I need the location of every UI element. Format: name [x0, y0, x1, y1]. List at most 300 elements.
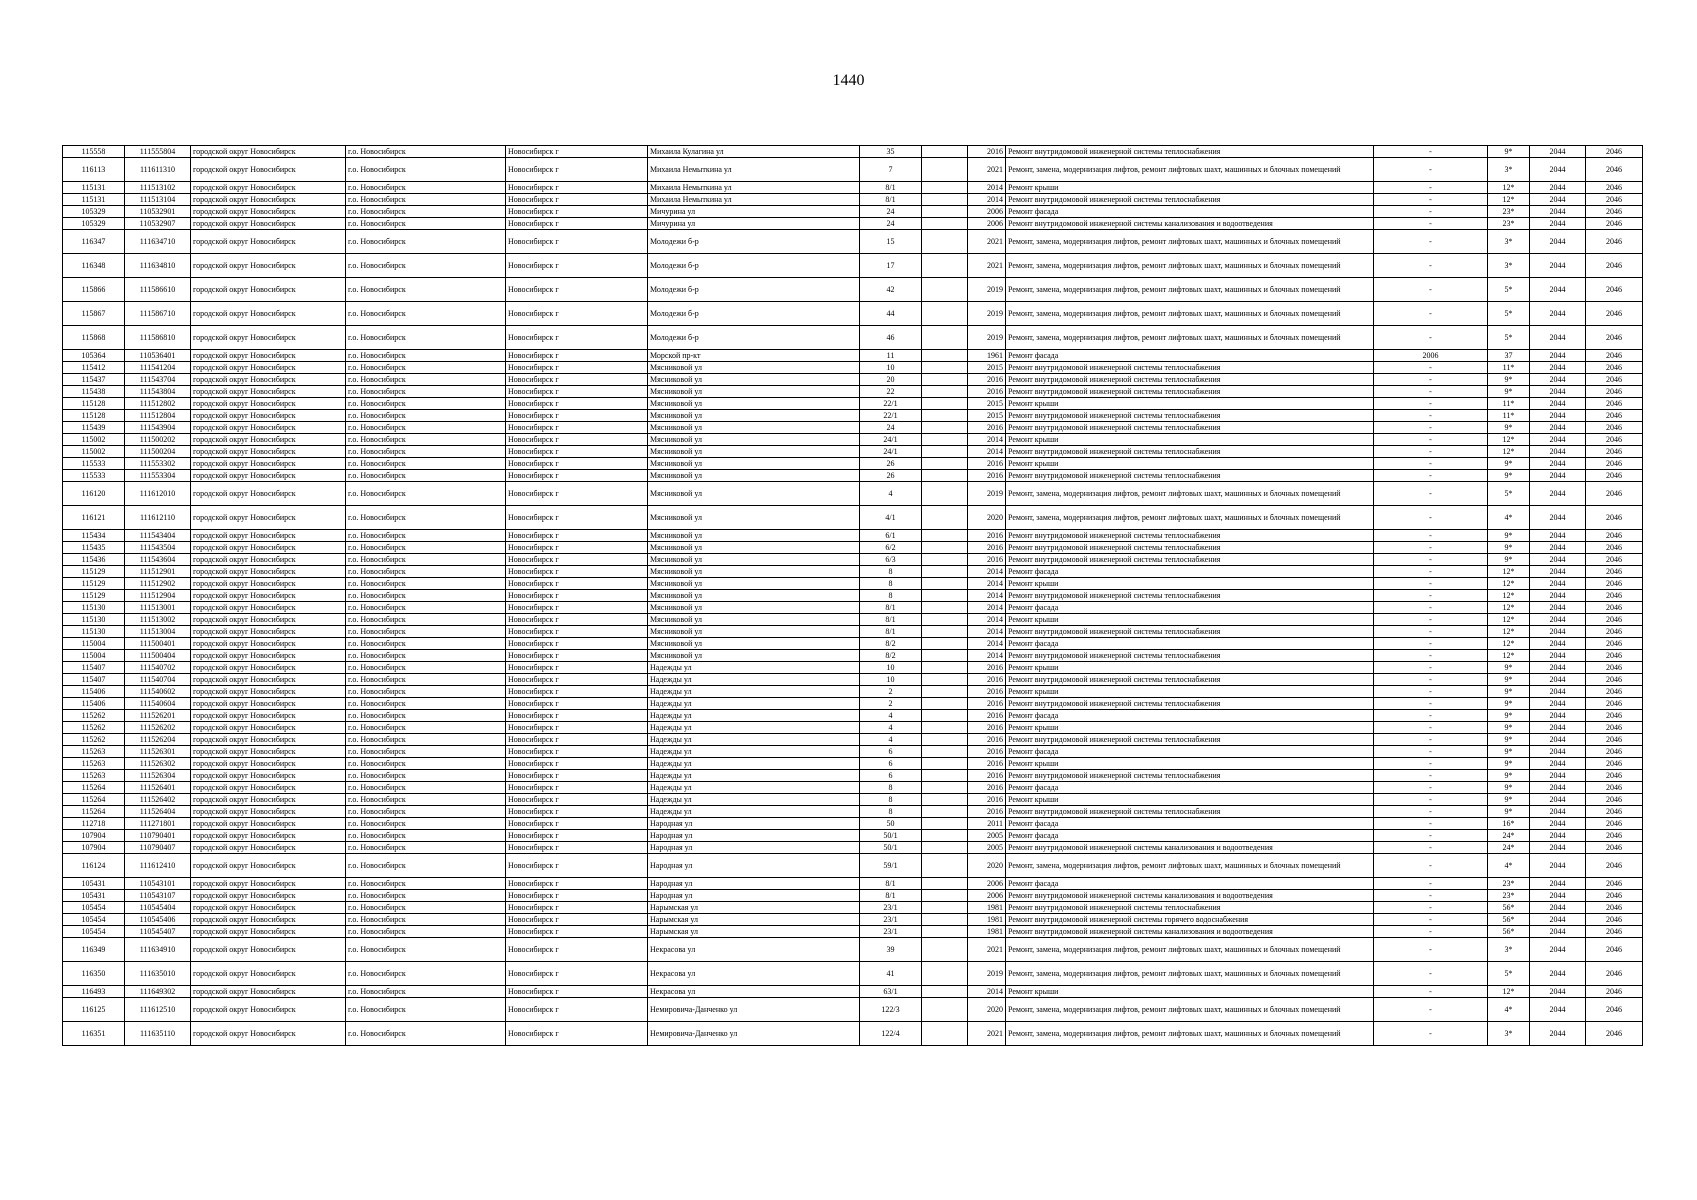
cell-plan-end-year: 2046 [1586, 362, 1643, 374]
cell-record-id: 105329 [63, 206, 125, 218]
cell-municipality: г.о. Новосибирск [346, 770, 506, 782]
cell-work-type: Ремонт, замена, модернизация лифтов, ремонт лифтовых шахт, машинных и блочных помещений [1006, 854, 1374, 878]
cell-plan-start-year: 2044 [1530, 206, 1586, 218]
cell-plan-end-year: 2046 [1586, 830, 1643, 842]
cell-plan-end-year: 2046 [1586, 254, 1643, 278]
cell-last-repair-year: - [1374, 770, 1488, 782]
cell-building [922, 218, 968, 230]
cell-wear-percent: 12* [1488, 986, 1530, 998]
cell-plan-end-year: 2046 [1586, 326, 1643, 350]
table-row [63, 938, 1643, 962]
cell-commissioning-year: 2021 [968, 230, 1006, 254]
cell-settlement: Новосибирск г [506, 446, 648, 458]
cell-settlement: Новосибирск г [506, 686, 648, 698]
cell-building [922, 914, 968, 926]
cell-work-type: Ремонт внутридомовой инженерной системы теплоснабжения [1006, 410, 1374, 422]
cell-wear-percent: 9* [1488, 542, 1530, 554]
cell-commissioning-year: 2005 [968, 830, 1006, 842]
cell-municipal-district: городской округ Новосибирск [191, 746, 346, 758]
cell-settlement: Новосибирск г [506, 698, 648, 710]
cell-work-type: Ремонт, замена, модернизация лифтов, ремонт лифтовых шахт, машинных и блочных помещений [1006, 998, 1374, 1022]
cell-commissioning-year: 2019 [968, 482, 1006, 506]
cell-record-id: 115264 [63, 794, 125, 806]
cell-municipality: г.о. Новосибирск [346, 578, 506, 590]
cell-record-id: 116113 [63, 158, 125, 182]
cell-street: Народная ул [648, 830, 860, 842]
cell-work-type: Ремонт внутридомовой инженерной системы теплоснабжения [1006, 902, 1374, 914]
cell-object-code: 111513104 [125, 194, 191, 206]
cell-municipal-district: городской округ Новосибирск [191, 326, 346, 350]
cell-building [922, 650, 968, 662]
cell-record-id: 115434 [63, 530, 125, 542]
cell-commissioning-year: 2006 [968, 878, 1006, 890]
cell-commissioning-year: 2020 [968, 506, 1006, 530]
cell-last-repair-year: - [1374, 506, 1488, 530]
cell-last-repair-year: - [1374, 758, 1488, 770]
cell-record-id: 105454 [63, 914, 125, 926]
cell-street: Михаила Немыткина ул [648, 158, 860, 182]
cell-settlement: Новосибирск г [506, 626, 648, 638]
cell-record-id: 115002 [63, 446, 125, 458]
cell-municipal-district: городской округ Новосибирск [191, 782, 346, 794]
cell-work-type: Ремонт внутридомовой инженерной системы теплоснабжения [1006, 446, 1374, 458]
cell-last-repair-year: - [1374, 578, 1488, 590]
cell-commissioning-year: 2015 [968, 362, 1006, 374]
cell-last-repair-year: - [1374, 914, 1488, 926]
cell-building [922, 758, 968, 770]
cell-building [922, 422, 968, 434]
cell-municipal-district: городской округ Новосибирск [191, 218, 346, 230]
cell-work-type: Ремонт, замена, модернизация лифтов, ремонт лифтовых шахт, машинных и блочных помещений [1006, 1022, 1374, 1046]
cell-settlement: Новосибирск г [506, 962, 648, 986]
cell-street: Некрасова ул [648, 986, 860, 998]
cell-municipal-district: городской округ Новосибирск [191, 710, 346, 722]
cell-settlement: Новосибирск г [506, 602, 648, 614]
cell-street: Мясниковой ул [648, 434, 860, 446]
cell-commissioning-year: 2016 [968, 530, 1006, 542]
cell-house-number: 122/4 [860, 1022, 922, 1046]
cell-street: Нарымская ул [648, 902, 860, 914]
cell-work-type: Ремонт, замена, модернизация лифтов, ремонт лифтовых шахт, машинных и блочных помещений [1006, 230, 1374, 254]
cell-record-id: 115130 [63, 602, 125, 614]
cell-house-number: 8/1 [860, 626, 922, 638]
cell-plan-start-year: 2044 [1530, 158, 1586, 182]
cell-last-repair-year: - [1374, 818, 1488, 830]
cell-building [922, 746, 968, 758]
cell-settlement: Новосибирск г [506, 386, 648, 398]
cell-commissioning-year: 2016 [968, 470, 1006, 482]
cell-street: Мясниковой ул [648, 386, 860, 398]
cell-municipality: г.о. Новосибирск [346, 362, 506, 374]
cell-work-type: Ремонт крыши [1006, 398, 1374, 410]
cell-wear-percent: 9* [1488, 710, 1530, 722]
cell-municipal-district: городской округ Новосибирск [191, 506, 346, 530]
cell-building [922, 662, 968, 674]
cell-municipal-district: городской округ Новосибирск [191, 182, 346, 194]
cell-object-code: 111513001 [125, 602, 191, 614]
cell-record-id: 115407 [63, 674, 125, 686]
cell-settlement: Новосибирск г [506, 722, 648, 734]
cell-commissioning-year: 2016 [968, 422, 1006, 434]
cell-municipal-district: городской округ Новосибирск [191, 830, 346, 842]
cell-record-id: 105364 [63, 350, 125, 362]
cell-plan-end-year: 2046 [1586, 662, 1643, 674]
cell-commissioning-year: 2014 [968, 626, 1006, 638]
cell-municipality: г.о. Новосибирск [346, 506, 506, 530]
cell-object-code: 110532901 [125, 206, 191, 218]
cell-street: Народная ул [648, 818, 860, 830]
table-row [63, 746, 1643, 758]
cell-settlement: Новосибирск г [506, 770, 648, 782]
table-row [63, 782, 1643, 794]
cell-plan-start-year: 2044 [1530, 926, 1586, 938]
cell-plan-start-year: 2044 [1530, 902, 1586, 914]
cell-record-id: 115131 [63, 182, 125, 194]
cell-house-number: 23/1 [860, 926, 922, 938]
cell-municipality: г.о. Новосибирск [346, 614, 506, 626]
cell-municipality: г.о. Новосибирск [346, 530, 506, 542]
cell-work-type: Ремонт внутридомовой инженерной системы теплоснабжения [1006, 422, 1374, 434]
cell-record-id: 115262 [63, 722, 125, 734]
cell-last-repair-year: - [1374, 362, 1488, 374]
cell-record-id: 115264 [63, 782, 125, 794]
cell-plan-start-year: 2044 [1530, 806, 1586, 818]
cell-house-number: 24 [860, 422, 922, 434]
cell-commissioning-year: 2019 [968, 278, 1006, 302]
table-row [63, 602, 1643, 614]
cell-house-number: 24 [860, 218, 922, 230]
table-row [63, 674, 1643, 686]
cell-street: Мясниковой ул [648, 590, 860, 602]
cell-record-id: 105329 [63, 218, 125, 230]
cell-street: Надежды ул [648, 770, 860, 782]
cell-street: Мичурина ул [648, 218, 860, 230]
cell-plan-end-year: 2046 [1586, 458, 1643, 470]
cell-street: Надежды ул [648, 734, 860, 746]
cell-plan-start-year: 2044 [1530, 602, 1586, 614]
cell-street: Нарымская ул [648, 926, 860, 938]
cell-municipality: г.о. Новосибирск [346, 254, 506, 278]
cell-object-code: 111512802 [125, 398, 191, 410]
cell-plan-start-year: 2044 [1530, 698, 1586, 710]
cell-municipality: г.о. Новосибирск [346, 638, 506, 650]
cell-record-id: 115412 [63, 362, 125, 374]
cell-plan-start-year: 2044 [1530, 626, 1586, 638]
cell-plan-start-year: 2044 [1530, 662, 1586, 674]
cell-wear-percent: 9* [1488, 686, 1530, 698]
cell-building [922, 458, 968, 470]
cell-plan-start-year: 2044 [1530, 854, 1586, 878]
cell-plan-end-year: 2046 [1586, 758, 1643, 770]
cell-street: Надежды ул [648, 686, 860, 698]
cell-record-id: 116125 [63, 998, 125, 1022]
cell-house-number: 8 [860, 806, 922, 818]
cell-commissioning-year: 2019 [968, 962, 1006, 986]
cell-wear-percent: 12* [1488, 434, 1530, 446]
cell-plan-start-year: 2044 [1530, 554, 1586, 566]
cell-settlement: Новосибирск г [506, 434, 648, 446]
cell-street: Михаила Кулагина ул [648, 146, 860, 158]
cell-wear-percent: 12* [1488, 602, 1530, 614]
cell-street: Мясниковой ул [648, 578, 860, 590]
cell-object-code: 111526401 [125, 782, 191, 794]
cell-building [922, 638, 968, 650]
cell-object-code: 111526204 [125, 734, 191, 746]
cell-house-number: 8 [860, 794, 922, 806]
cell-settlement: Новосибирск г [506, 842, 648, 854]
cell-record-id: 116350 [63, 962, 125, 986]
cell-settlement: Новосибирск г [506, 218, 648, 230]
cell-plan-start-year: 2044 [1530, 758, 1586, 770]
cell-plan-start-year: 2044 [1530, 794, 1586, 806]
cell-municipal-district: городской округ Новосибирск [191, 638, 346, 650]
table-row [63, 878, 1643, 890]
cell-municipal-district: городской округ Новосибирск [191, 806, 346, 818]
table-row [63, 626, 1643, 638]
cell-settlement: Новосибирск г [506, 890, 648, 902]
cell-building [922, 410, 968, 422]
cell-wear-percent: 9* [1488, 374, 1530, 386]
cell-house-number: 8/1 [860, 602, 922, 614]
table-row [63, 590, 1643, 602]
cell-plan-start-year: 2044 [1530, 986, 1586, 998]
cell-wear-percent: 9* [1488, 674, 1530, 686]
cell-municipal-district: городской округ Новосибирск [191, 302, 346, 326]
cell-plan-start-year: 2044 [1530, 1022, 1586, 1046]
cell-settlement: Новосибирск г [506, 230, 648, 254]
cell-work-type: Ремонт фасада [1006, 350, 1374, 362]
cell-object-code: 111500202 [125, 434, 191, 446]
cell-last-repair-year: - [1374, 962, 1488, 986]
table-row [63, 158, 1643, 182]
cell-municipal-district: городской округ Новосибирск [191, 914, 346, 926]
table-row [63, 470, 1643, 482]
table-row [63, 326, 1643, 350]
cell-street: Молодежи б-р [648, 254, 860, 278]
cell-house-number: 4 [860, 710, 922, 722]
cell-plan-end-year: 2046 [1586, 158, 1643, 182]
table-row [63, 770, 1643, 782]
cell-record-id: 115439 [63, 422, 125, 434]
cell-plan-start-year: 2044 [1530, 182, 1586, 194]
cell-municipal-district: городской округ Новосибирск [191, 398, 346, 410]
cell-building [922, 926, 968, 938]
cell-street: Мясниковой ул [648, 614, 860, 626]
cell-commissioning-year: 2016 [968, 554, 1006, 566]
cell-municipal-district: городской округ Новосибирск [191, 734, 346, 746]
cell-municipality: г.о. Новосибирск [346, 734, 506, 746]
cell-municipal-district: городской округ Новосибирск [191, 530, 346, 542]
cell-municipal-district: городской округ Новосибирск [191, 686, 346, 698]
cell-commissioning-year: 2016 [968, 686, 1006, 698]
cell-house-number: 10 [860, 674, 922, 686]
table-row [63, 218, 1643, 230]
cell-street: Надежды ул [648, 758, 860, 770]
cell-building [922, 470, 968, 482]
cell-last-repair-year: - [1374, 1022, 1488, 1046]
cell-wear-percent: 9* [1488, 758, 1530, 770]
cell-street: Молодежи б-р [648, 302, 860, 326]
table-row [63, 230, 1643, 254]
cell-settlement: Новосибирск г [506, 422, 648, 434]
cell-commissioning-year: 2015 [968, 398, 1006, 410]
cell-wear-percent: 4* [1488, 998, 1530, 1022]
cell-last-repair-year: - [1374, 398, 1488, 410]
cell-plan-start-year: 2044 [1530, 614, 1586, 626]
table-row [63, 530, 1643, 542]
cell-object-code: 111555804 [125, 146, 191, 158]
cell-plan-end-year: 2046 [1586, 470, 1643, 482]
cell-record-id: 115130 [63, 626, 125, 638]
cell-object-code: 111526202 [125, 722, 191, 734]
cell-object-code: 111512904 [125, 590, 191, 602]
table-row [63, 578, 1643, 590]
cell-record-id: 115558 [63, 146, 125, 158]
cell-commissioning-year: 2014 [968, 446, 1006, 458]
cell-house-number: 6 [860, 746, 922, 758]
cell-building [922, 794, 968, 806]
cell-wear-percent: 23* [1488, 206, 1530, 218]
cell-wear-percent: 9* [1488, 146, 1530, 158]
table-row [63, 614, 1643, 626]
cell-municipality: г.о. Новосибирск [346, 374, 506, 386]
table-row [63, 722, 1643, 734]
table-row [63, 926, 1643, 938]
table-row [63, 794, 1643, 806]
cell-settlement: Новосибирск г [506, 878, 648, 890]
cell-building [922, 350, 968, 362]
cell-municipal-district: городской округ Новосибирск [191, 650, 346, 662]
cell-settlement: Новосибирск г [506, 794, 648, 806]
cell-settlement: Новосибирск г [506, 746, 648, 758]
cell-settlement: Новосибирск г [506, 482, 648, 506]
cell-street: Немировича-Данченко ул [648, 1022, 860, 1046]
cell-wear-percent: 9* [1488, 782, 1530, 794]
cell-wear-percent: 24* [1488, 842, 1530, 854]
cell-street: Морской пр-кт [648, 350, 860, 362]
cell-plan-end-year: 2046 [1586, 590, 1643, 602]
cell-municipality: г.о. Новосибирск [346, 998, 506, 1022]
cell-work-type: Ремонт крыши [1006, 794, 1374, 806]
cell-wear-percent: 12* [1488, 650, 1530, 662]
cell-settlement: Новосибирск г [506, 470, 648, 482]
cell-object-code: 110790407 [125, 842, 191, 854]
cell-record-id: 115002 [63, 434, 125, 446]
cell-settlement: Новосибирск г [506, 566, 648, 578]
cell-plan-start-year: 2044 [1530, 878, 1586, 890]
cell-building [922, 206, 968, 218]
cell-building [922, 818, 968, 830]
cell-record-id: 115128 [63, 410, 125, 422]
cell-plan-end-year: 2046 [1586, 746, 1643, 758]
cell-municipal-district: городской округ Новосибирск [191, 794, 346, 806]
cell-house-number: 11 [860, 350, 922, 362]
cell-last-repair-year: - [1374, 650, 1488, 662]
cell-plan-end-year: 2046 [1586, 914, 1643, 926]
cell-plan-end-year: 2046 [1586, 806, 1643, 818]
cell-municipal-district: городской округ Новосибирск [191, 662, 346, 674]
cell-street: Молодежи б-р [648, 278, 860, 302]
cell-plan-start-year: 2044 [1530, 770, 1586, 782]
cell-street: Народная ул [648, 890, 860, 902]
cell-municipal-district: городской округ Новосибирск [191, 926, 346, 938]
cell-municipality: г.о. Новосибирск [346, 674, 506, 686]
cell-object-code: 111500401 [125, 638, 191, 650]
cell-object-code: 111634710 [125, 230, 191, 254]
cell-object-code: 111526404 [125, 806, 191, 818]
cell-last-repair-year: - [1374, 686, 1488, 698]
cell-plan-start-year: 2044 [1530, 410, 1586, 422]
cell-last-repair-year: - [1374, 986, 1488, 998]
cell-municipality: г.о. Новосибирск [346, 566, 506, 578]
table-row [63, 146, 1643, 158]
cell-object-code: 111540702 [125, 662, 191, 674]
cell-last-repair-year: - [1374, 878, 1488, 890]
cell-house-number: 122/3 [860, 998, 922, 1022]
cell-plan-start-year: 2044 [1530, 374, 1586, 386]
cell-house-number: 8/1 [860, 614, 922, 626]
cell-work-type: Ремонт фасада [1006, 566, 1374, 578]
cell-building [922, 782, 968, 794]
cell-plan-start-year: 2044 [1530, 830, 1586, 842]
cell-house-number: 8 [860, 782, 922, 794]
cell-commissioning-year: 2016 [968, 746, 1006, 758]
cell-house-number: 44 [860, 302, 922, 326]
cell-object-code: 111543704 [125, 374, 191, 386]
cell-municipality: г.о. Новосибирск [346, 926, 506, 938]
cell-record-id: 115866 [63, 278, 125, 302]
cell-plan-end-year: 2046 [1586, 278, 1643, 302]
cell-work-type: Ремонт внутридомовой инженерной системы теплоснабжения [1006, 626, 1374, 638]
cell-wear-percent: 5* [1488, 302, 1530, 326]
cell-building [922, 806, 968, 818]
cell-wear-percent: 9* [1488, 698, 1530, 710]
cell-building [922, 890, 968, 902]
cell-last-repair-year: - [1374, 434, 1488, 446]
cell-municipality: г.о. Новосибирск [346, 842, 506, 854]
cell-work-type: Ремонт фасада [1006, 602, 1374, 614]
cell-wear-percent: 9* [1488, 794, 1530, 806]
cell-wear-percent: 12* [1488, 578, 1530, 590]
cell-building [922, 770, 968, 782]
cell-plan-end-year: 2046 [1586, 482, 1643, 506]
cell-plan-start-year: 2044 [1530, 746, 1586, 758]
cell-record-id: 112718 [63, 818, 125, 830]
cell-object-code: 111526402 [125, 794, 191, 806]
cell-building [922, 530, 968, 542]
table-row [63, 554, 1643, 566]
cell-municipality: г.о. Новосибирск [346, 554, 506, 566]
table-row [63, 650, 1643, 662]
cell-building [922, 590, 968, 602]
cell-object-code: 111526304 [125, 770, 191, 782]
cell-street: Мясниковой ул [648, 554, 860, 566]
cell-commissioning-year: 2011 [968, 818, 1006, 830]
cell-settlement: Новосибирск г [506, 326, 648, 350]
cell-municipal-district: городской округ Новосибирск [191, 410, 346, 422]
cell-plan-start-year: 2044 [1530, 482, 1586, 506]
cell-record-id: 115264 [63, 806, 125, 818]
cell-record-id: 115262 [63, 710, 125, 722]
cell-wear-percent: 12* [1488, 590, 1530, 602]
cell-municipality: г.о. Новосибирск [346, 914, 506, 926]
cell-commissioning-year: 2016 [968, 770, 1006, 782]
cell-record-id: 116124 [63, 854, 125, 878]
cell-municipality: г.о. Новосибирск [346, 854, 506, 878]
cell-municipality: г.о. Новосибирск [346, 470, 506, 482]
cell-plan-end-year: 2046 [1586, 302, 1643, 326]
cell-building [922, 158, 968, 182]
